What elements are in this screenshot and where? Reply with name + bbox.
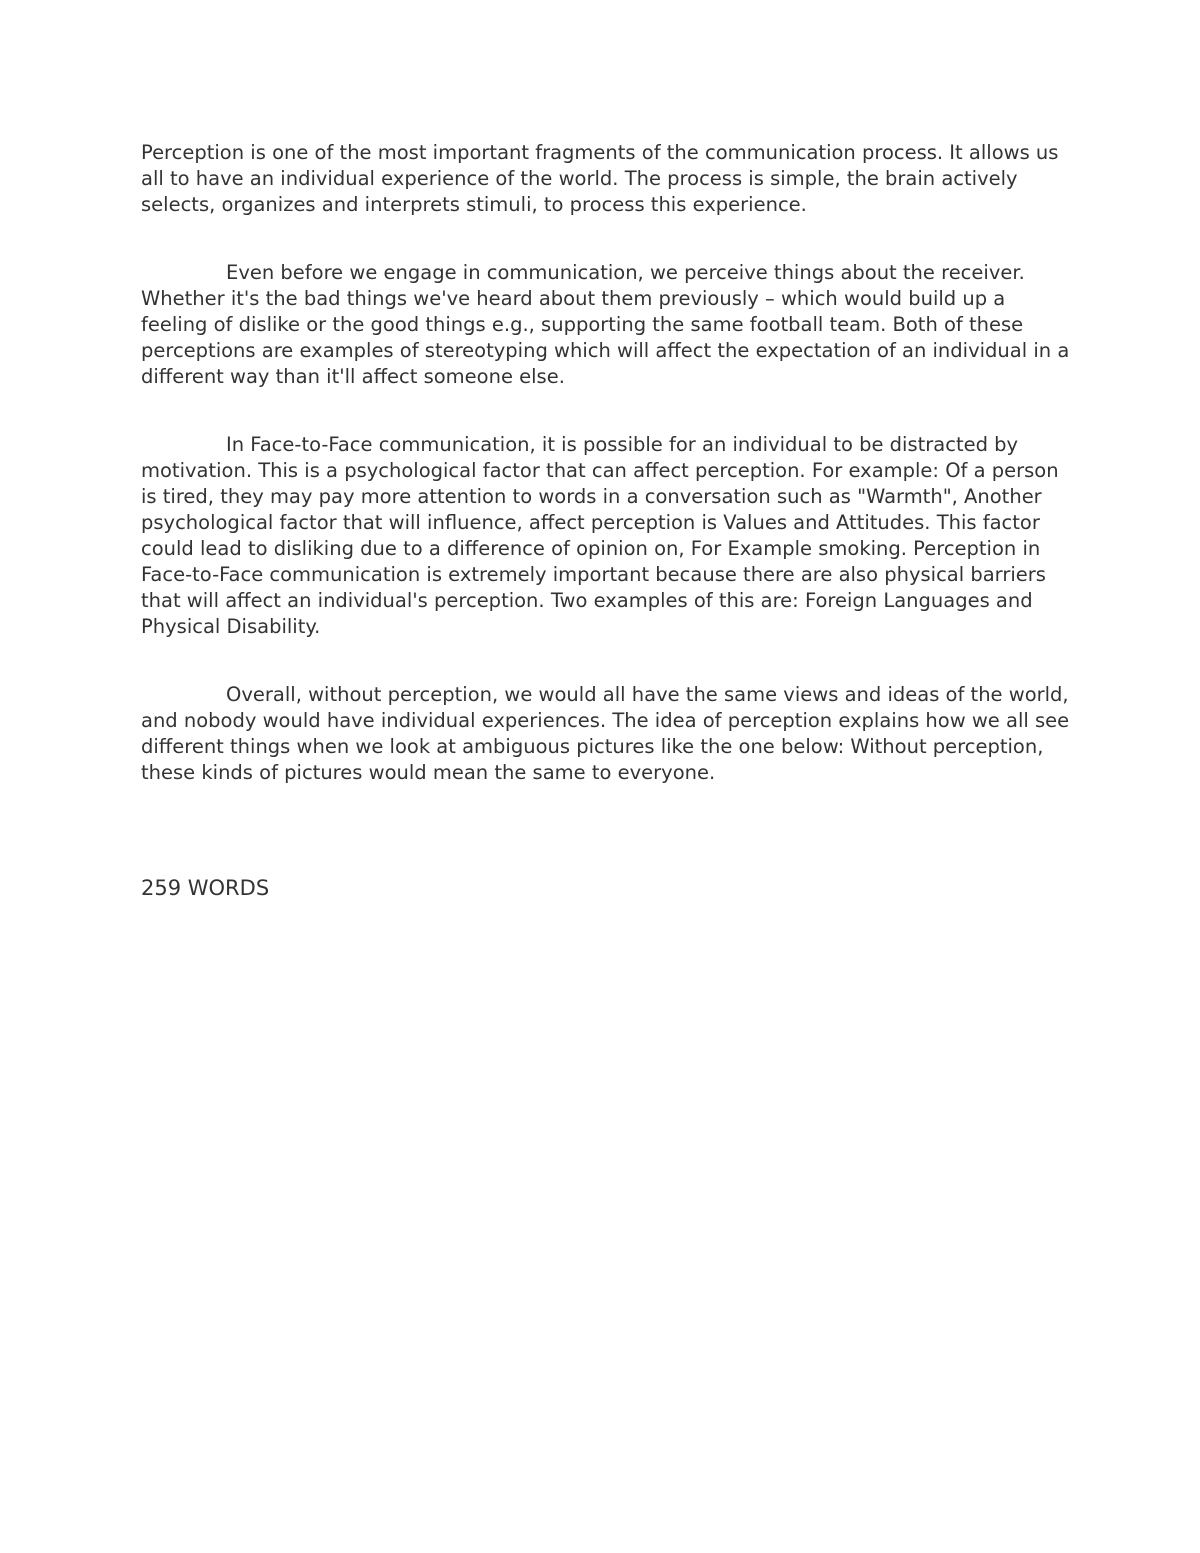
- paragraph-conclusion: Overall, without perception, we would all have the same views and ideas of the world, and nobody would have individual experiences. The idea of perception explains how we all see different things when we look at ambiguous pictures like the one below: Without perception, these kinds of pictures would mean the same to everyone.: [141, 683, 1070, 784]
- paragraph-stereotyping: Even before we engage in communication, we perceive things about the receiver. Whether it's the bad things we've heard about them previously – which would build up a feeling of dislike or the good things e.g., supporting the same football team. Both of these perceptions are examples of stereotyping which will affect the expectation of an individual in a different way than it'll affect someone else.: [141, 261, 1070, 388]
- paragraph-face-to-face: In Face-to-Face communication, it is possible for an individual to be distracted by motivation. This is a psychological factor that can affect perception. For example: Of a person is tired, they may pay more attention to words in a conversation such as "Warmth", Another psychological factor that will influence, affect perception is Values and Attitudes. This factor could lead to disliking due to a difference of opinion on, For Example smoking. Perception in Face-to-Face communication is extremely important because there are also physical barriers that will affect an individual's perception. Two examples of this are: Foreign Languages and Physical Disability.: [141, 433, 1059, 638]
- paragraph-intro: Perception is one of the most important fragments of the communication process. It allows us all to have an individual experience of the world. The process is simple, the brain actively selects, organizes and interprets stimuli, to process this experience.: [141, 141, 1059, 216]
- document-body: [141, 140, 1071, 786]
- word-count: 259 WORDS: [141, 876, 270, 900]
